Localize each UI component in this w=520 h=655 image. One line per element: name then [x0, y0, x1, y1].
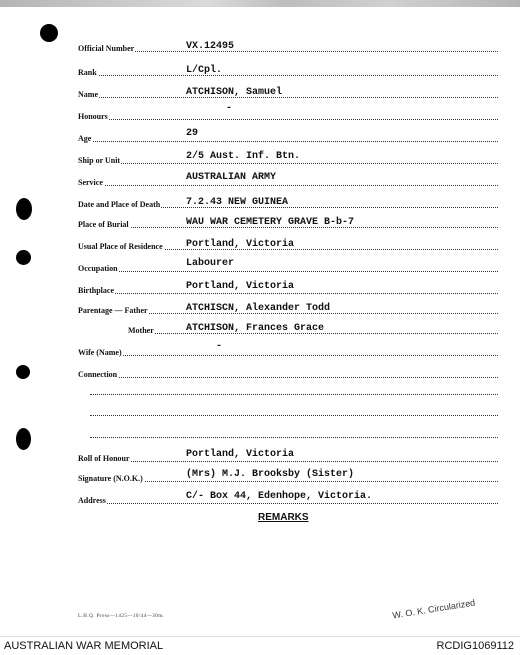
field-value: VX.12495	[186, 41, 235, 52]
field-parentage-father	[78, 300, 498, 316]
field-label: Occupation	[78, 264, 118, 273]
dotted-line	[78, 271, 498, 272]
field-occupation	[78, 258, 498, 274]
dotted-line	[78, 461, 498, 462]
field-wife-name	[78, 342, 498, 358]
field-label: Signature (N.O.K.)	[78, 474, 143, 483]
scan-edge-strip	[0, 0, 520, 7]
field-value: L/Cpl.	[186, 65, 223, 76]
punch-hole-top	[40, 24, 58, 42]
field-place-of-burial	[78, 214, 498, 230]
footer-record-id: RCDIG1069112	[436, 640, 514, 652]
field-value: Labourer	[186, 258, 235, 269]
field-label: Wife (Name)	[78, 348, 122, 357]
field-value: Portland, Victoria	[186, 239, 295, 250]
field-address	[78, 490, 498, 506]
punch-hole-left-3	[16, 365, 30, 379]
field-honours	[78, 103, 498, 122]
punch-hole-left-4	[16, 428, 31, 450]
field-label: Rank	[78, 68, 97, 77]
field-value: C/- Box 44, Edenhope, Victoria.	[186, 491, 373, 502]
dotted-line	[78, 75, 498, 76]
field-value: -	[226, 103, 233, 114]
dotted-line	[78, 355, 498, 356]
printer-imprint: L.H.Q. Press—1425—10/44—30m.	[78, 614, 165, 619]
field-name	[78, 84, 498, 100]
field-value: 29	[186, 128, 199, 139]
field-label: Mother	[128, 326, 154, 335]
dotted-line	[78, 51, 498, 52]
dotted-line	[78, 185, 498, 186]
connection-extra-line-1	[90, 394, 498, 395]
archive-footer	[0, 636, 520, 655]
punch-hole-left-2	[16, 250, 31, 265]
field-connection	[78, 364, 498, 380]
field-birthplace	[78, 280, 498, 296]
remarks-heading: REMARKS	[258, 512, 309, 523]
field-label: Address	[78, 496, 106, 505]
field-official-number	[78, 38, 498, 54]
field-value: 2/5 Aust. Inf. Btn.	[186, 151, 301, 162]
field-service	[78, 172, 498, 188]
circularized-stamp: W. O. K. Circularized	[391, 597, 476, 621]
dotted-line	[78, 141, 498, 142]
field-label: Connection	[78, 370, 118, 379]
field-date-place-of-death	[78, 194, 498, 210]
field-signature-nok	[78, 468, 498, 484]
connection-extra-line-2	[90, 415, 498, 416]
field-value: 7.2.43 NEW GUINEA	[186, 197, 289, 208]
field-value: ATCHISON, Samuel	[186, 87, 283, 98]
field-usual-place-of-residence	[78, 236, 498, 252]
field-label: Official Number	[78, 44, 135, 53]
field-label: Ship or Unit	[78, 156, 121, 165]
field-value: -	[216, 341, 223, 352]
field-label: Birthplace	[78, 286, 114, 295]
dotted-line	[78, 97, 498, 98]
field-label: Name	[78, 90, 98, 99]
dotted-line	[78, 503, 498, 504]
footer-institution: AUSTRALIAN WAR MEMORIAL	[4, 640, 164, 652]
field-roll-of-honour	[78, 448, 498, 464]
dotted-line	[78, 377, 498, 378]
field-age	[78, 128, 498, 144]
connection-extra-line-3	[90, 437, 498, 438]
field-label: Usual Place of Residence	[78, 242, 163, 251]
field-label: Roll of Honour	[78, 454, 130, 463]
field-value: ATCHISCN, Alexander Todd	[186, 303, 331, 314]
field-value: (Mrs) M.J. Brooksby (Sister)	[186, 469, 355, 480]
field-value: AUSTRALIAN ARMY	[186, 172, 277, 183]
field-value: Portland, Victoria	[186, 281, 295, 292]
field-label: Age	[78, 134, 92, 143]
field-label: Parentage — Father	[78, 306, 148, 315]
dotted-line	[78, 163, 498, 164]
dotted-line	[78, 119, 498, 120]
dotted-line	[78, 293, 498, 294]
field-label: Place of Burial	[78, 220, 129, 229]
field-rank	[78, 62, 498, 78]
field-value: ATCHISON, Frances Grace	[186, 323, 325, 334]
punch-hole-left-1	[16, 198, 32, 220]
field-label: Date and Place of Death	[78, 200, 161, 209]
field-parentage-mother	[78, 320, 498, 336]
field-label: Honours	[78, 112, 108, 121]
field-value: Portland, Victoria	[186, 449, 295, 460]
field-value: WAU WAR CEMETERY GRAVE B-b-7	[186, 217, 355, 228]
field-ship-or-unit	[78, 150, 498, 166]
field-label: Service	[78, 178, 103, 187]
